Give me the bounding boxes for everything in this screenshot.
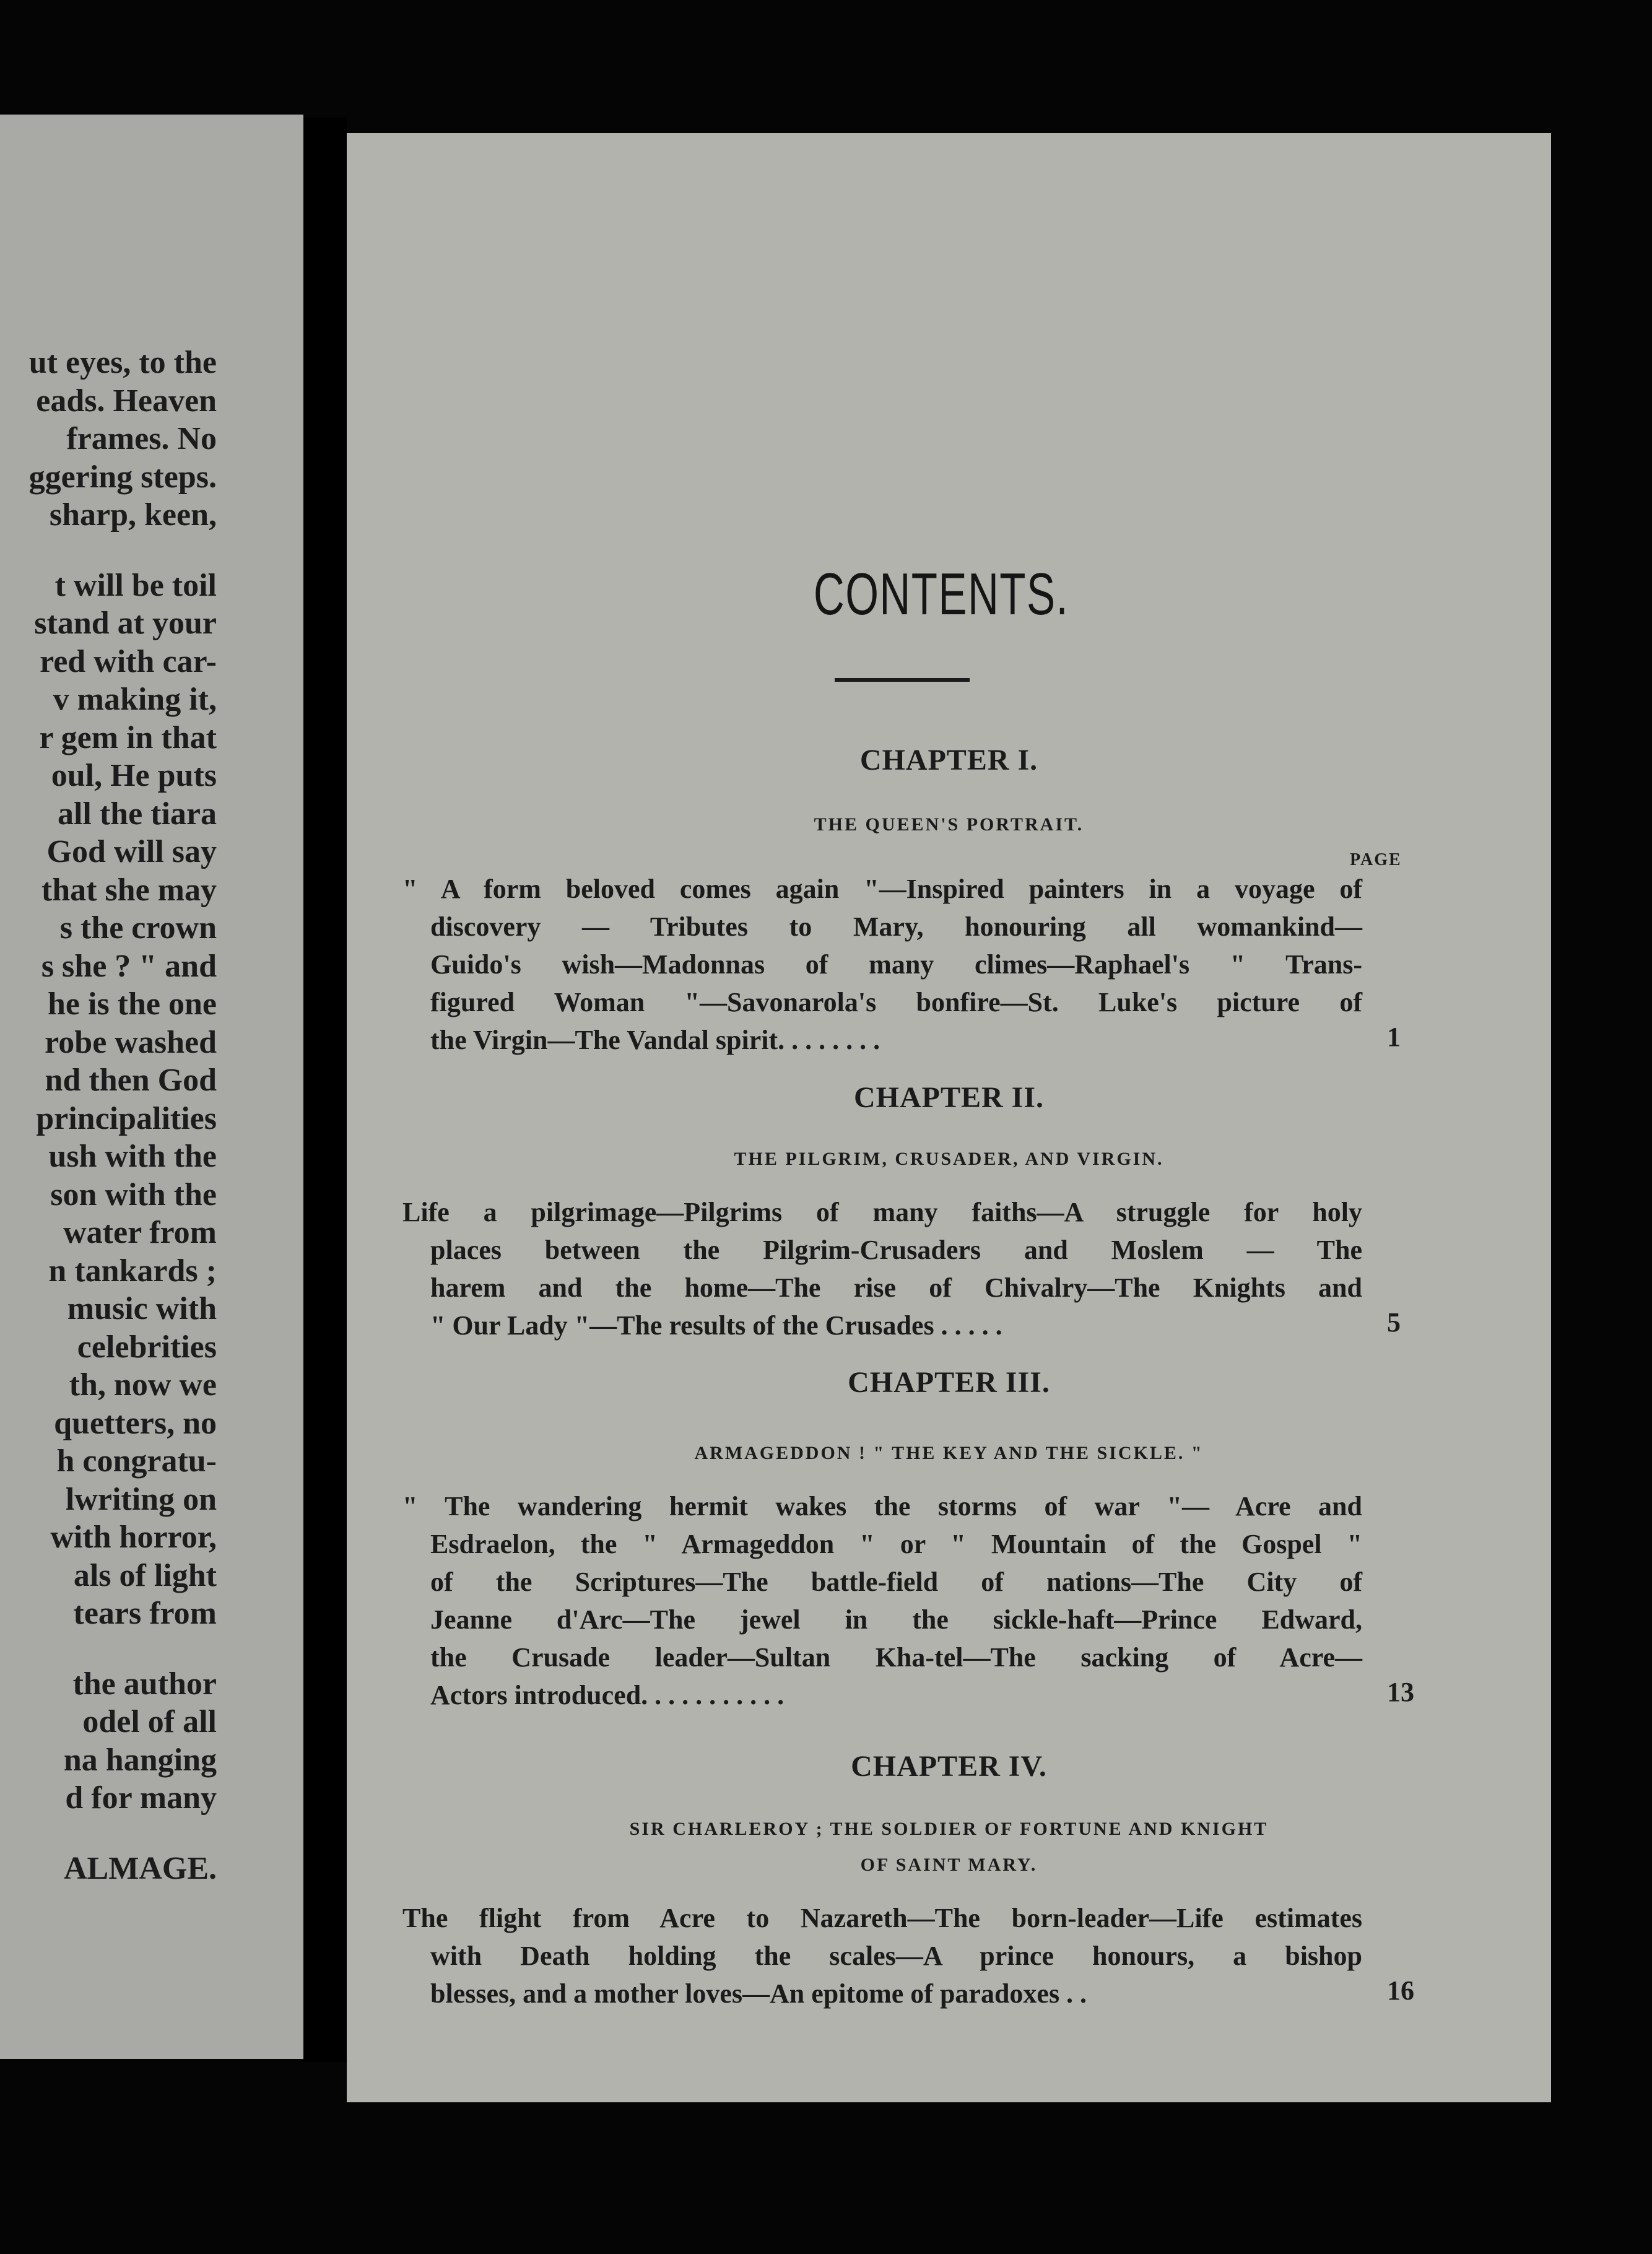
summary-line: harem and the home—The rise of Chivalry—The Knights and [430, 1273, 1362, 1303]
chapter-summary [402, 870, 1362, 1059]
facing-line: tears from [73, 1596, 217, 1631]
facing-line: quetters, no [54, 1405, 217, 1441]
facing-line: n tankards ; [48, 1253, 217, 1289]
summary-line: figured Woman "—Savonarola's bonfire—St. Luke's picture of [430, 987, 1362, 1017]
page-column-label: PAGE [1350, 850, 1402, 869]
facing-line: nd then God [45, 1063, 217, 1098]
page-number: 16 [1387, 1975, 1414, 2006]
facing-line: eads. Heaven [36, 383, 217, 419]
facing-line: d for many [65, 1780, 217, 1816]
summary-line: discovery — Tributes to Mary, honouring all womankind— [430, 912, 1362, 942]
facing-line: stand at your [34, 606, 217, 641]
chapter-subtitle: THE PILGRIM, CRUSADER, AND VIRGIN. [734, 1149, 1164, 1169]
facing-line: ut eyes, to the [28, 345, 217, 380]
chapter-subtitle: OF SAINT MARY. [860, 1855, 1038, 1875]
chapter-subtitle: SIR CHARLEROY ; THE SOLDIER OF FORTUNE AND KNIGHT [629, 1819, 1269, 1839]
summary-line: Esdraelon, the " Armageddon " or " Mountain of the Gospel " [430, 1529, 1362, 1559]
summary-line: the Crusade leader—Sultan Kha-tel—The sacking of Acre— [430, 1642, 1362, 1673]
summary-line: Jeanne d'Arc—The jewel in the sickle-haft—Prince Edward, [430, 1604, 1362, 1635]
facing-line: lwriting on [65, 1481, 217, 1517]
facing-line: r gem in that [39, 720, 217, 755]
facing-line: red with car- [40, 643, 217, 679]
facing-line: water from [63, 1215, 217, 1250]
title-rule [835, 678, 970, 682]
chapter-subtitle: ARMAGEDDON ! " THE KEY AND THE SICKLE. " [694, 1443, 1204, 1463]
chapter-summary [402, 1899, 1362, 2012]
facing-line: that she may [41, 872, 217, 908]
summary-line: Actors introduced. . . . . . . . . . . [430, 1680, 785, 1710]
summary-line: The flight from Acre to Nazareth—The born-leader—Life estimates [402, 1903, 1362, 1933]
chapter-heading: CHAPTER II. [853, 1081, 1045, 1114]
facing-line: all the tiara [57, 796, 217, 832]
summary-line: " The wandering hermit wakes the storms of war "— Acre and [402, 1491, 1362, 1521]
page-number: 5 [1387, 1307, 1401, 1338]
facing-line: celebrities [77, 1329, 217, 1365]
page-title: CONTENTS. [813, 561, 1069, 627]
summary-line: of the Scriptures—The battle-field of nations—The City of [430, 1567, 1362, 1597]
facing-line: oul, He puts [51, 758, 217, 793]
summary-line: Guido's wish—Madonnas of many climes—Raphael's " Trans- [430, 949, 1362, 980]
paragraph-gap [0, 1817, 217, 1850]
paragraph-gap [0, 534, 217, 567]
facing-line: th, now we [69, 1367, 217, 1403]
facing-line: h congratu- [56, 1443, 217, 1479]
book-gutter [303, 118, 347, 2062]
facing-line: t will be toil [54, 567, 217, 603]
facing-page [0, 115, 303, 2059]
chapter-subtitle: THE QUEEN'S PORTRAIT. [814, 814, 1084, 835]
facing-page-text [0, 344, 217, 1887]
facing-line: music with [67, 1291, 217, 1326]
summary-line: " Our Lady "—The results of the Crusades . . . . . [430, 1310, 1002, 1341]
facing-line: als of light [73, 1557, 217, 1593]
summary-line: the Virgin—The Vandal spirit. . . . . . . . [430, 1025, 880, 1055]
summary-line: blesses, and a mother loves—An epitome of paradoxes . . [430, 1978, 1087, 2009]
summary-line: places between the Pilgrim-Crusaders and Moslem — The [430, 1235, 1362, 1265]
facing-line: God will say [46, 834, 217, 869]
chapter-summary [402, 1487, 1362, 1714]
facing-line: ggering steps. [28, 459, 217, 495]
contents-page [347, 133, 1551, 2102]
facing-line: na hanging [63, 1742, 217, 1778]
facing-line: principalities [36, 1100, 217, 1136]
summary-line: with Death holding the scales—A prince honours, a bishop [430, 1941, 1362, 1971]
facing-line: ush with the [48, 1139, 217, 1174]
facing-line: he is the one [48, 986, 217, 1022]
page-number: 1 [1387, 1022, 1401, 1052]
facing-line: sharp, keen, [49, 497, 217, 533]
paragraph-gap [0, 1633, 217, 1665]
facing-line: son with the [50, 1177, 217, 1212]
facing-line: s she ? " and [41, 948, 217, 984]
facing-line: s the crown [59, 910, 217, 946]
chapter-heading: CHAPTER I. [859, 744, 1038, 777]
summary-line: Life a pilgrimage—Pilgrims of many faiths—A struggle for holy [402, 1197, 1362, 1227]
page-number: 13 [1387, 1677, 1414, 1707]
summary-line: " A form beloved comes again "—Inspired painters in a voyage of [402, 874, 1362, 904]
chapter-heading: CHAPTER IV. [851, 1750, 1047, 1783]
facing-line: robe washed [45, 1024, 217, 1060]
chapter-heading: CHAPTER III. [848, 1366, 1050, 1399]
facing-line: ALMAGE. [64, 1850, 217, 1886]
facing-line: with horror, [50, 1520, 217, 1555]
facing-line: v making it, [53, 682, 217, 717]
facing-line: odel of all [82, 1704, 217, 1739]
chapter-summary [402, 1193, 1362, 1344]
facing-line: frames. No [66, 421, 217, 456]
facing-line: the author [72, 1666, 217, 1702]
